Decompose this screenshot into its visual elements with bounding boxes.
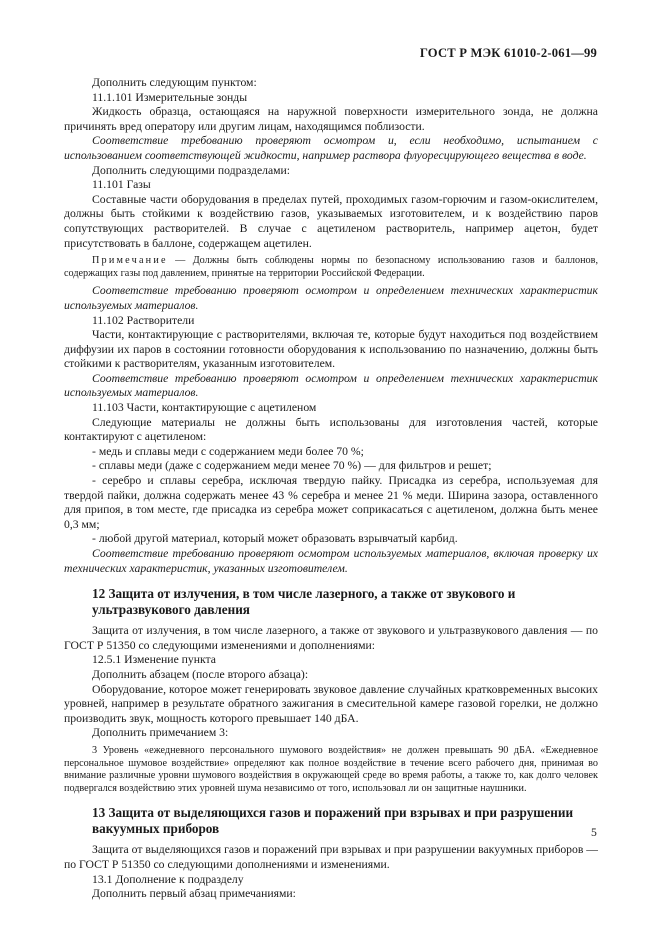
compliance-text: Соответствие требованию проверяют осмотром и, если необходимо, испытанием с использованием соответствующей жидкости, например раствора флуоресцирующего вещества в воде. — [64, 134, 598, 162]
list-item: - любой другой материал, который может образовать взрывчатый карбид. — [92, 532, 458, 546]
list-item: - сплавы меди (даже с содержанием меди менее 70 %) — для фильтров и решет; — [92, 459, 492, 473]
compliance-text: Соответствие требованию проверяют осмотром и определением технических характеристик используемых материалов. — [64, 284, 598, 312]
paragraph: Оборудование, которое может генерировать звуковое давление случайных кратковременных высоких уровней, например в результате обратного зажигания в смесительной камере газовой горелки, не должно производить звук, мощность которого превышает 140 дБА. — [64, 682, 598, 725]
page-number: 5 — [591, 826, 597, 839]
list-item: - серебро и сплавы серебра, исключая твердую пайку. Присадка из серебра, используемая для твердой пайки, должна содержать менее 43 % серебра и менее 21 % меди. Ширина зазора, оставленного для припоя, в том месте, где присадка из серебра может соприкасаться с ацетиленом, должна быть менее 0,3 мм; — [64, 474, 598, 531]
document-header: ГОСТ Р МЭК 61010-2-061—99 — [419, 46, 597, 60]
note — [64, 255, 598, 280]
compliance-text: Соответствие требованию проверяют осмотром и определением технических характеристик используемых материалов. — [64, 371, 598, 400]
paragraph: Части, контактирующие с растворителями, включая те, которые будут находиться под воздействием диффузии их паров в состоянии готовности оборудования к использованию по назначению, должны быть стойкими к растворителям, указанным изготовителем. — [64, 328, 598, 371]
note-label: Примечание — [92, 255, 168, 267]
clause-heading: 11.1.101 Измерительные зонды — [92, 90, 248, 104]
note: 3 Уровень «ежедневного персонального шумового воздействия» не должен превышать 90 дБА. «Ежедневное персональное шумовое воздействие» определяют как полное воздействие в течение всего рабочего дня, принимая во внимание различные уровни шумового воздействия в окружающей среде во время работы, а также то, как долго человек подвергался воздействию этих уровней шума независимо от того, использовал ли он защитные наушники. — [64, 744, 598, 794]
paragraph: Дополнить первый абзац примечаниями: — [92, 887, 296, 901]
clause-heading: 11.101 Газы — [92, 178, 151, 192]
clause-heading: 11.103 Части, контактирующие с ацетиленом — [92, 401, 317, 415]
section-heading-12: 12 Защита от излучения, в том числе лазерного, а также от звукового и ультразвукового давления — [92, 586, 516, 618]
paragraph: Защита от излучения, в том числе лазерного, а также от звукового и ультразвукового давления — по ГОСТ Р 51350 со следующими изменениями и дополнениями: — [64, 624, 598, 652]
clause-heading: 12.5.1 Изменение пункта — [92, 653, 216, 667]
paragraph: Дополнить следующим пунктом: — [92, 76, 257, 89]
section-heading-13: 13 Защита от выделяющихся газов и поражений при взрывах и при разрушении вакуумных приборов — [92, 805, 574, 837]
list-item: - медь и сплавы меди с содержанием меди более 70 %; — [92, 444, 364, 458]
document-body — [64, 76, 598, 902]
clause-heading: 11.102 Растворители — [92, 313, 195, 327]
paragraph: Жидкость образца, остающаяся на наружной поверхности измерительного зонда, не должна причинять вред оператору или другим лицам, находящимся поблизости. — [64, 105, 598, 133]
paragraph: Составные части оборудования в пределах путей, проходимых газом-горючим и газом-окислителем, должны быть стойкими к воздействию газов, указываемых изготовителем, и к воздействию паров сопутствующих растворителей. В случае с ацетиленом растворитель, например ацетон, будет присутствовать в баллоне, содержащем ацетилен. — [64, 192, 598, 250]
paragraph: Следующие материалы не должны быть использованы для изготовления частей, которые контактируют с ацетиленом: — [64, 415, 598, 444]
note-text: — Должны быть соблюдены нормы по безопасному использованию газов и баллонов, содержащих газы под давлением, принятые на территории Российской Федерации. — [64, 255, 598, 279]
paragraph: Дополнить абзацем (после второго абзаца): — [92, 667, 309, 681]
paragraph: Дополнить следующими подразделами: — [92, 163, 291, 177]
compliance-text: Соответствие требованию проверяют осмотром используемых материалов, включая проверку их технических характеристик, указанных изготовителем. — [64, 547, 598, 575]
paragraph: Дополнить примечанием 3: — [92, 726, 229, 740]
paragraph: Защита от выделяющихся газов и поражений при взрывах и при разрушении вакуумных приборов — по ГОСТ Р 51350 со следующими дополнениями и изменениями. — [64, 843, 598, 871]
clause-heading: 13.1 Дополнение к подразделу — [92, 872, 244, 886]
